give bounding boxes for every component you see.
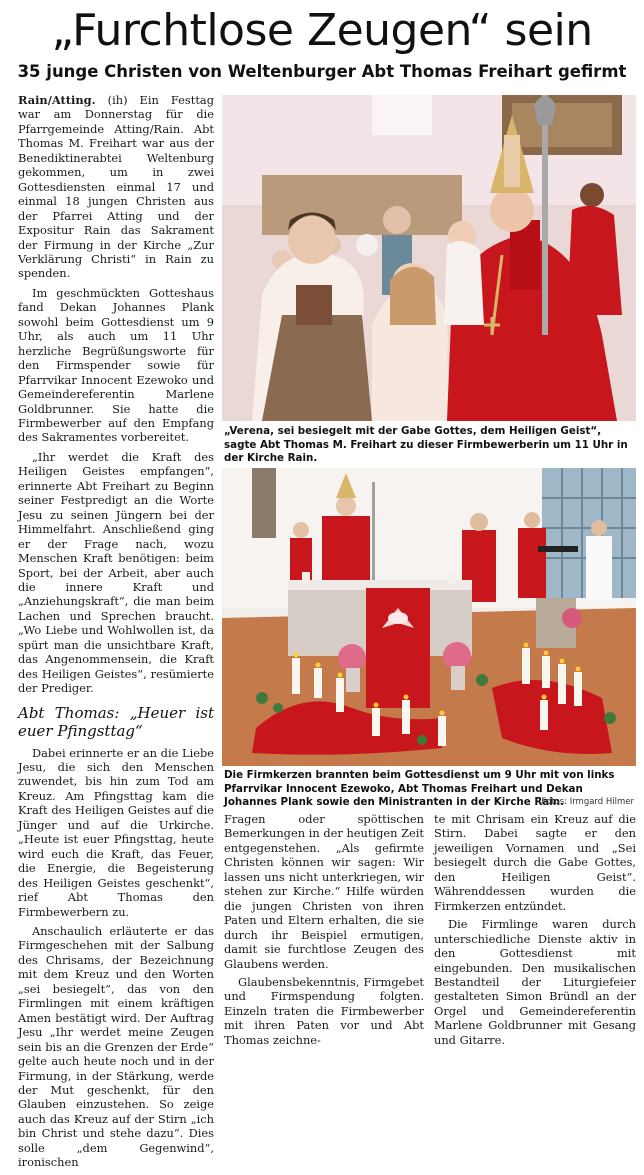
- paragraph-5: Anschaulich erläuterte er das Firmgeschehen mit der Salbung des Chrisams, der Bezeichnung mit dem Kreuz und den Worten „sei besiegelt“, das von den Firmlingen mit einem kräftigen Amen bestätigt wird. Der Auftrag Jesu „Ihr werdet meine Zeugen sein bis an die Grenzen der Erde“ gelte auch heute noch und in der Firmung, in der Stärkung, werde der Mut geschenkt, für den Glauben einzustehen. So zeige auch das Kreuz auf der Stirn „ich bin Christ und stehe dazu“. Dies solle „dem Gegenwind“, ironischen: [18, 924, 214, 1170]
- paragraph-8: te mit Chrisam ein Kreuz auf die Stirn. Dabei sagte er den jeweiligen Vornamen und „Sei besiegelt durch die Gabe Gottes, den Heiligen Geist“. Währenddessen wurden die Firmkerzen entzündet.: [434, 812, 636, 913]
- text-column-right: [434, 812, 636, 1051]
- paragraph-9: Die Firmlinge waren durch unterschiedliche Dienste aktiv in den Gottesdienst mit eingebunden. Den musikalischen Bestandteil der Liturgiefeier gestalteten Simon Bründl an der Orgel und Gemeindereferentin Marlene Goldbrunner mit Gesang und Gitarre.: [434, 917, 636, 1047]
- paragraph-3: „Ihr werdet die Kraft des Heiligen Geistes empfangen“, erinnerte Abt Freihart zu Beginn seiner Festpredigt an die Worte Jesu zu seinen Jüngern bei der Himmelfahrt. Anschließend ging er der Frage nach, wozu Menschen Kraft benötigen: beim Sport, bei der Arbeit, aber auch die innere Kraft und „Anziehungskraft“, die man beim Lachen und Sprechen braucht. „Wo Liebe und Wohlwollen ist, da spürt man die unsichtbare Kraft, das Angenommensein, die Kraft des Heiligen Geistes“, resümierte der Prediger.: [18, 449, 214, 696]
- paragraph-6: Fragen oder spöttischen Bemerkungen in der heutigen Zeit entgegenstehen. „Als gefirmte Christen können wir sagen: Wir lassen uns nicht unterkriegen, wir stehen zur Kirche.“ Hilfe würden die jungen Christen von ihren Paten und Eltern erhalten, die sie durch ihr Beispiel ermutigen, damit sie furchtlose Zeugen des Glaubens werden.: [224, 812, 424, 971]
- paragraph-intro: [18, 93, 214, 281]
- photo-altar-candles: [222, 468, 636, 766]
- text-column-left: [18, 93, 214, 1175]
- subheadline: 35 junge Christen von Weltenburger Abt Thomas Freihart gefirmt: [17, 62, 627, 81]
- crosshead: Abt Thomas: „Heuer ist euer Pfingsttag“: [18, 703, 214, 740]
- dateline: Rain/Atting.: [18, 93, 96, 107]
- paragraph-1-text: (ih) Ein Festtag war am Donnerstag für die Pfarrgemeinde Atting/Rain. Abt Thomas M. Freihart war aus der Benediktinerabtei Weltenburg gekommen, um in zwei Gottesdiensten einmal 17 und einmal 18 jungen Christen aus der Pfarrei Atting und der Expositur Rain das Sakrament der Firmung in der Kirche „Zur Verklärung Christi“ in Rain zu spenden.: [18, 93, 215, 281]
- paragraph-7: Glaubensbekenntnis, Firmgebet und Firmspendung folgten. Einzeln traten die Firmbewerber mit ihren Paten vor und Abt Thomas zeichne-: [224, 974, 424, 1047]
- photo-confirmation-anointing: [222, 95, 636, 421]
- paragraph-2: Im geschmückten Gotteshaus fand Dekan Johannes Plank sowohl beim Gottesdienst um 9 Uhr, als auch um 11 Uhr herzliche Begrüßungsworte für den Firmspender sowie für Pfarrvikar Innocent Ezewoko und Gemeindereferentin Marlene Goldbrunner. Sie hatte die Firmbewerber auf den Empfang des Sakramentes vorbereitet.: [18, 285, 214, 445]
- photo-caption-2: Die Firmkerzen brannten beim Gottesdienst um 9 Uhr mit von links Pfarrvikar Innocent Ezewoko, Abt Thomas Freihart und Dekan Johannes Plank sowie den Ministranten in der Kirche Rain.: [224, 769, 615, 808]
- photo-credit: Fotos: Irmgard Hilmer: [541, 797, 634, 807]
- paragraph-4: Dabei erinnerte er an die Liebe Jesu, die sich den Menschen zuwendet, bis hin zum Tod am Kreuz. Am Pfingsttag kam die Kraft des Heiligen Geistes auf die Jünger und auf die Urkirche. „Heute ist euer Pfingsttag, heute wird euch die Kraft, das Feuer, die Energie, die Begeisterung des Heiligen Geistes geschenkt“, rief Abt Thomas den Firmbewerbern zu.: [18, 745, 214, 919]
- headline: „Furchtlose Zeugen“ sein: [51, 5, 593, 56]
- text-column-middle: [224, 812, 424, 1051]
- photo-caption-1: „Verena, sei besiegelt mit der Gabe Gottes, dem Heiligen Geist“, sagte Abt Thomas M. Freihart zu dieser Firmbewerberin um 11 Uhr in der Kirche Rain.: [224, 425, 628, 464]
